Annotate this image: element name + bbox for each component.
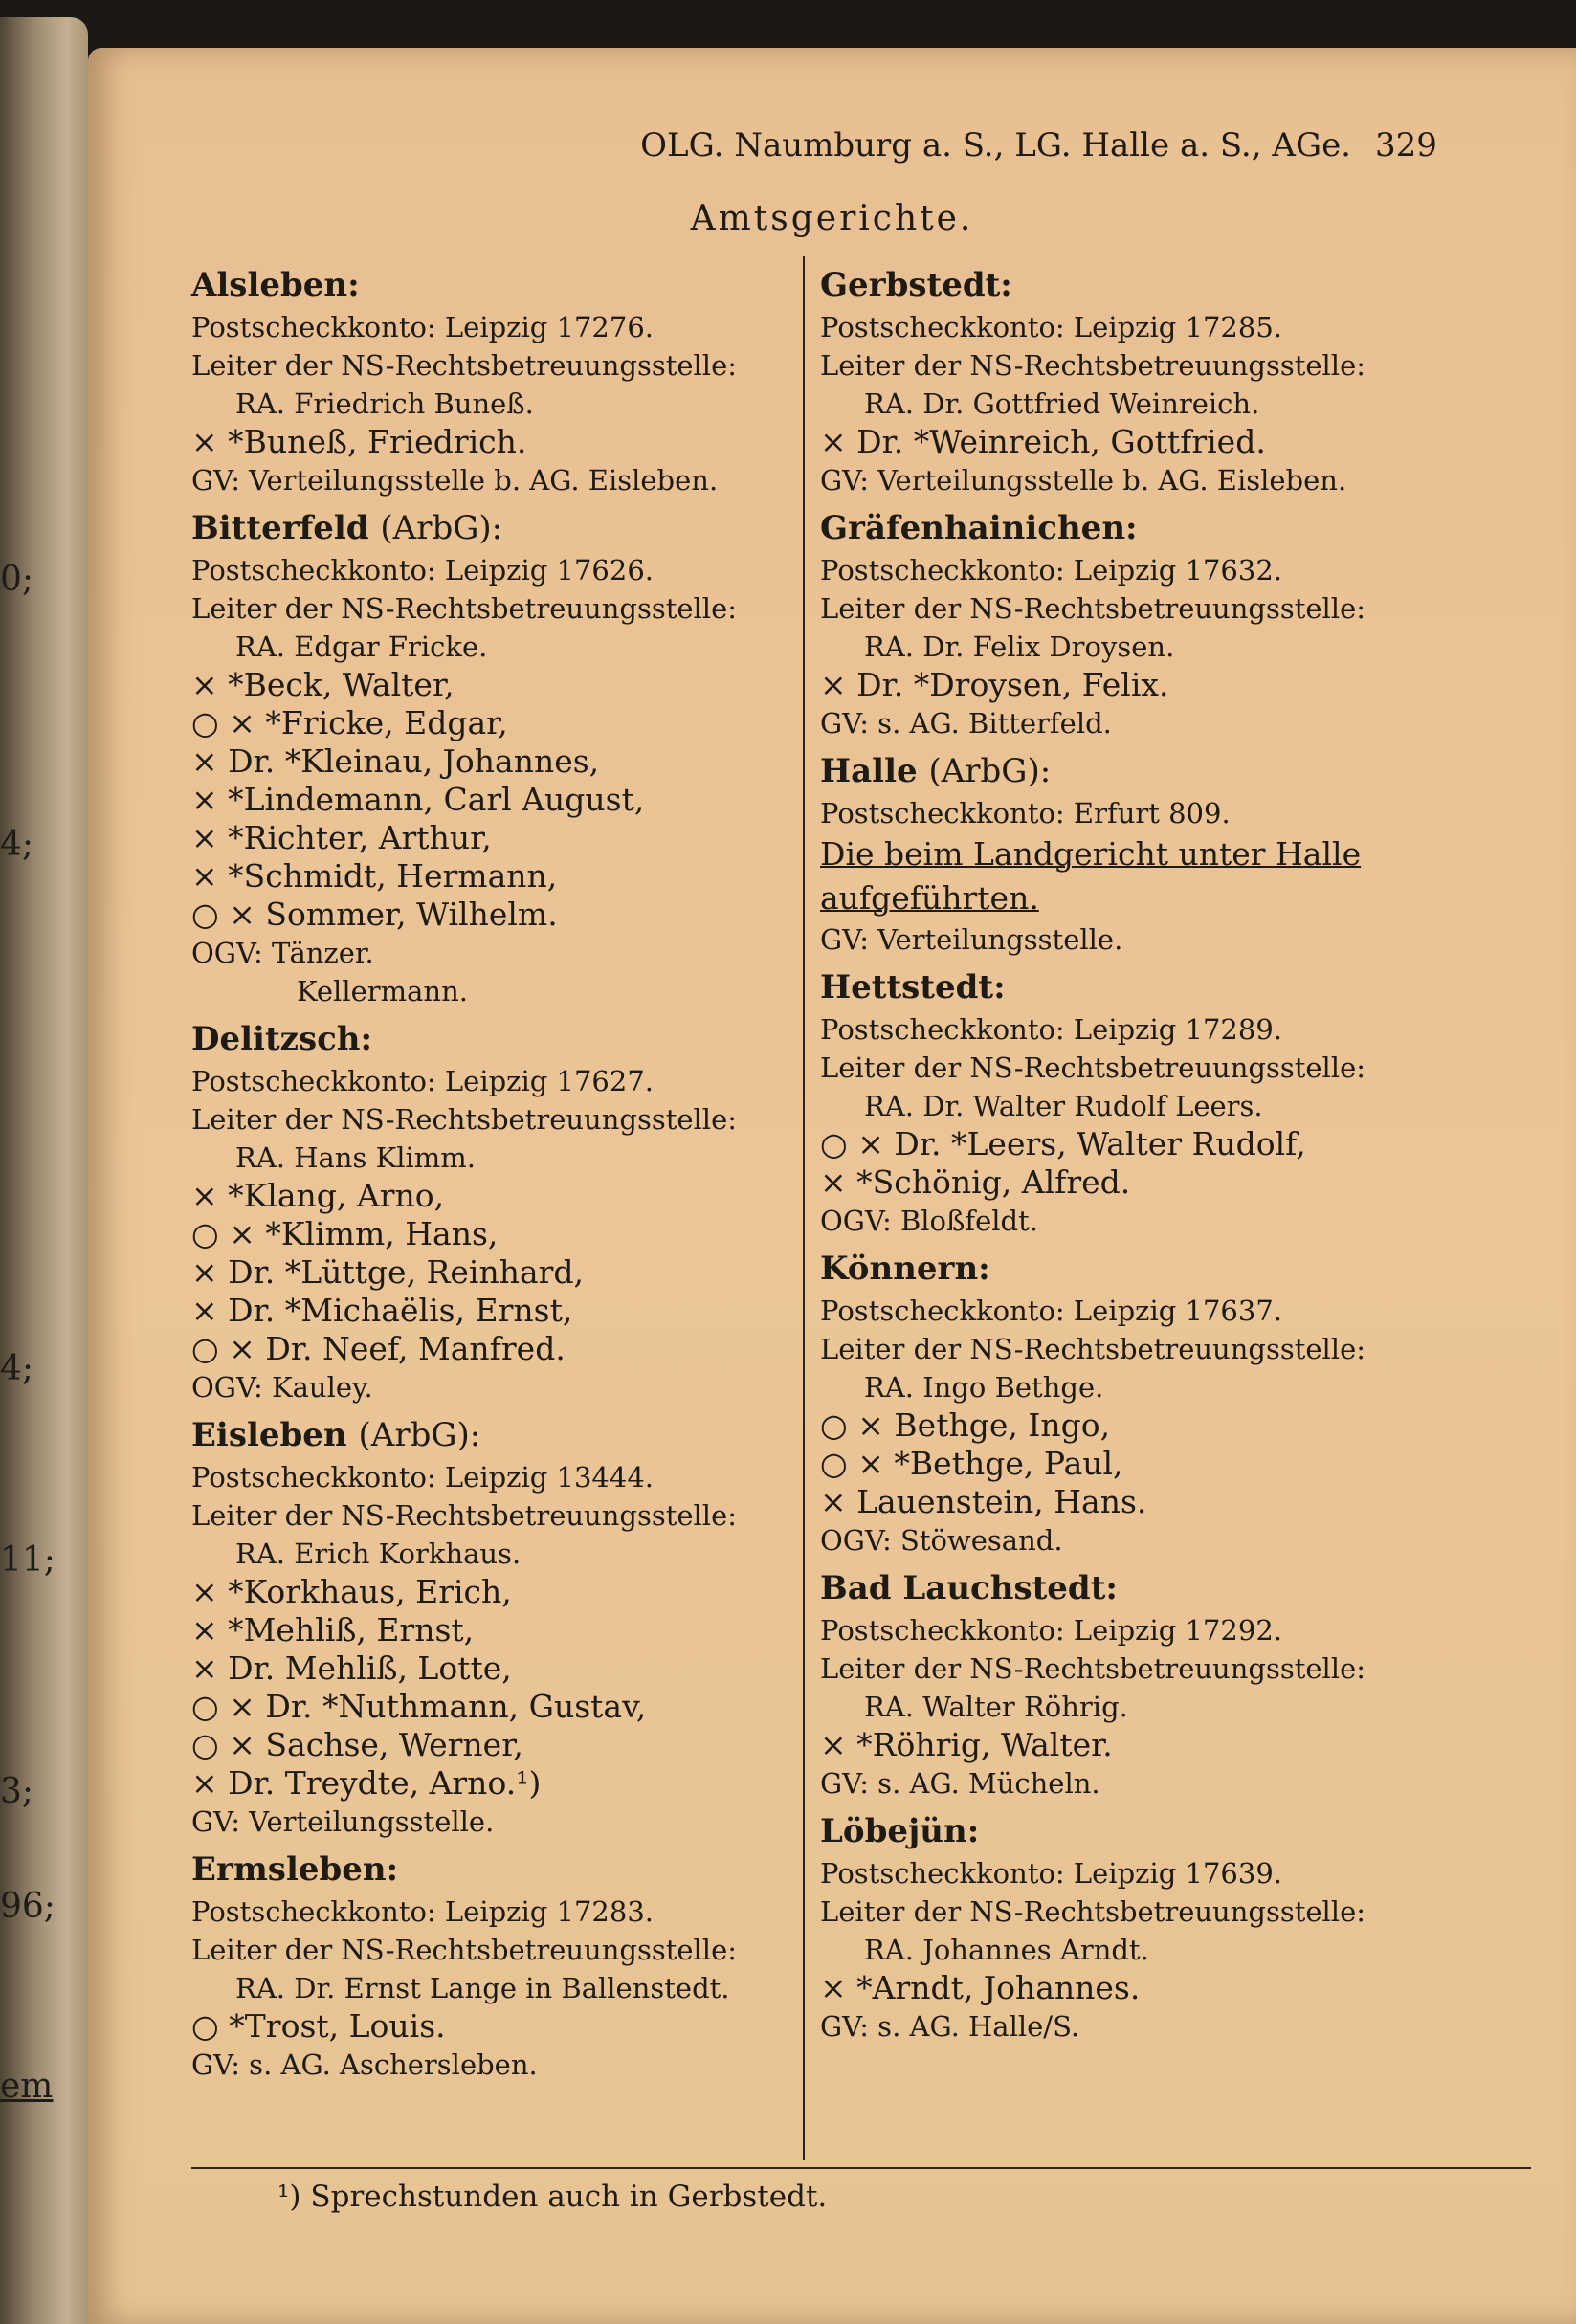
court-detail-line: Postscheckkonto: Leipzig 17626. (191, 554, 654, 587)
legal-aid-head: RA. Dr. Walter Rudolf Leers. (864, 1090, 1263, 1122)
judge-entry: × *Korkhaus, Erich, (191, 1573, 512, 1610)
court-detail-line: Postscheckkonto: Leipzig 17292. (820, 1614, 1282, 1647)
court-detail-line: Leiter der NS-Rechtsbetreuungsstelle: (191, 1934, 738, 1966)
footnote-rule (191, 2167, 1531, 2169)
left-column (191, 256, 882, 2084)
court-detail-line: Leiter der NS-Rechtsbetreuungsstelle: (820, 592, 1366, 625)
court-name-suffix: (ArbG): (928, 752, 1052, 790)
court-detail-line: GV: s. AG. Halle/S. (820, 2010, 1080, 2043)
court-name-text: Gerbstedt: (820, 266, 1012, 304)
judge-entry: ○ × Dr. Neef, Manfred. (191, 1330, 566, 1367)
footnote: ¹) Sprechstunden auch in Gerbstedt. (277, 2180, 828, 2214)
court-name (191, 1850, 882, 1889)
legal-aid-head: RA. Edgar Fricke. (235, 631, 488, 663)
judge-entry: × *Schmidt, Hermann, (191, 857, 558, 895)
court-name (820, 266, 1547, 304)
judge-entry: × Dr. *Weinreich, Gottfried. (820, 423, 1266, 460)
legal-aid-head: RA. Friedrich Buneß. (235, 387, 534, 420)
legal-aid-head: RA. Hans Klimm. (235, 1141, 477, 1174)
judge-entry: × Dr. *Kleinau, Johannes, (191, 742, 600, 780)
judge-entry: × Dr. *Droysen, Felix. (820, 666, 1169, 703)
book-page (88, 48, 1576, 2324)
court-name (820, 1812, 1547, 1850)
court-detail-line: Postscheckkonto: Leipzig 17637. (820, 1295, 1282, 1327)
court-detail-line: GV: Verteilungsstelle. (191, 1805, 495, 1838)
legal-aid-head: RA. Dr. Gottfried Weinreich. (864, 387, 1260, 420)
court-entry (191, 1850, 882, 2084)
judge-entry: × *Arndt, Johannes. (820, 1969, 1141, 2006)
court-name-text: Gräfenhainichen: (820, 509, 1138, 547)
judge-entry: × *Richter, Arthur, (191, 819, 492, 856)
court-detail-line: Leiter der NS-Rechtsbetreuungsstelle: (191, 1499, 738, 1532)
judge-entry: × Dr. *Michaëlis, Ernst, (191, 1292, 573, 1329)
reference-note: aufgeführten. (820, 879, 1039, 917)
court-detail-line: Leiter der NS-Rechtsbetreuungsstelle: (191, 1103, 738, 1136)
running-header: OLG. Naumburg a. S., LG. Halle a. S., AGe. (640, 126, 1351, 165)
legal-aid-head: RA. Walter Röhrig. (864, 1691, 1128, 1723)
spine-fragment: 11; (0, 1540, 55, 1580)
court-detail-line: GV: Verteilungsstelle b. AG. Eisleben. (191, 464, 719, 497)
court-detail-line: Leiter der NS-Rechtsbetreuungsstelle: (820, 1895, 1366, 1928)
court-name (820, 509, 1547, 547)
spine-fragment: 3; (0, 1772, 34, 1811)
court-name-text: Könnern: (820, 1250, 990, 1288)
judge-entry: ○ × Sachse, Werner, (191, 1726, 523, 1763)
adjacent-page-edge (0, 17, 88, 2324)
judge-entry: × Dr. Treydte, Arno.¹) (191, 1764, 542, 1802)
court-entry (820, 1569, 1547, 1803)
court-name-text: Bad Lauchstedt: (820, 1569, 1118, 1607)
court-entry (191, 1416, 882, 1841)
court-detail-line: OGV: Bloßfeldt. (820, 1205, 1038, 1237)
court-name (820, 968, 1547, 1007)
court-detail-line: Postscheckkonto: Erfurt 809. (820, 797, 1231, 830)
judge-entry: ○ × Sommer, Wilhelm. (191, 896, 558, 933)
legal-aid-head: RA. Dr. Felix Droysen. (864, 631, 1175, 663)
court-detail-line: Leiter der NS-Rechtsbetreuungsstelle: (820, 1652, 1366, 1685)
court-name (191, 1020, 882, 1058)
court-detail-line: Leiter der NS-Rechtsbetreuungsstelle: (820, 1051, 1366, 1084)
judge-entry: ○ × *Bethge, Paul, (820, 1445, 1123, 1482)
court-detail-line: Leiter der NS-Rechtsbetreuungsstelle: (191, 349, 738, 382)
court-detail-line: GV: Verteilungsstelle. (820, 923, 1123, 956)
judge-entry: × Dr. *Lüttge, Reinhard, (191, 1253, 585, 1291)
court-name (820, 1250, 1547, 1288)
court-entry (820, 509, 1547, 742)
court-detail-line: Leiter der NS-Rechtsbetreuungsstelle: (191, 592, 738, 625)
court-detail-line: GV: s. AG. Mücheln. (820, 1767, 1100, 1800)
court-name (820, 1569, 1547, 1607)
court-name-text: Halle (820, 752, 918, 790)
court-detail-line: GV: s. AG. Aschersleben. (191, 2048, 538, 2081)
court-detail-line: Postscheckkonto: Leipzig 13444. (191, 1461, 654, 1494)
court-detail-line: Postscheckkonto: Leipzig 17627. (191, 1065, 654, 1097)
court-name (820, 752, 1547, 790)
judge-entry: × Lauenstein, Hans. (820, 1483, 1147, 1520)
column-divider (803, 256, 805, 2160)
court-detail-line: Leiter der NS-Rechtsbetreuungsstelle: (820, 1333, 1366, 1365)
court-detail-line: Leiter der NS-Rechtsbetreuungsstelle: (820, 349, 1366, 382)
court-name-text: Löbejün: (820, 1812, 980, 1850)
court-entry (820, 1250, 1547, 1560)
judge-entry: × *Klang, Arno, (191, 1177, 445, 1214)
spine-fragment: 96; (0, 1887, 55, 1926)
legal-aid-head: RA. Dr. Ernst Lange in Ballenstedt. (235, 1972, 730, 2004)
right-column (820, 256, 1547, 2046)
court-detail-line: Postscheckkonto: Leipzig 17639. (820, 1857, 1282, 1890)
court-name-text: Alsleben: (191, 266, 360, 304)
court-detail-line: OGV: Kauley. (191, 1371, 373, 1404)
court-detail-line: Postscheckkonto: Leipzig 17632. (820, 554, 1282, 587)
court-name (191, 1416, 882, 1454)
court-name-text: Bitterfeld (191, 509, 369, 547)
judge-entry: × *Mehliß, Ernst, (191, 1611, 475, 1649)
reference-note: Die beim Landgericht unter Halle (820, 835, 1362, 873)
court-detail-line: Postscheckkonto: Leipzig 17276. (191, 311, 654, 343)
court-name (191, 266, 882, 304)
court-detail-line: OGV: Tänzer. (191, 937, 374, 969)
legal-aid-head: RA. Erich Korkhaus. (235, 1538, 522, 1570)
judge-entry: ○ *Trost, Louis. (191, 2007, 446, 2045)
court-name-suffix: (ArbG): (358, 1416, 481, 1454)
judge-entry: × *Beck, Walter, (191, 666, 455, 703)
court-entry (191, 1020, 882, 1406)
judge-entry: × *Lindemann, Carl August, (191, 781, 645, 818)
spine-fragment: 4; (0, 1349, 34, 1388)
legal-aid-head: RA. Ingo Bethge. (864, 1371, 1104, 1404)
judge-entry: ○ × Dr. *Nuthmann, Gustav, (191, 1688, 647, 1725)
court-name (191, 509, 882, 547)
court-entry (820, 266, 1547, 499)
judge-entry: ○ × *Klimm, Hans, (191, 1215, 499, 1252)
court-name-suffix: (ArbG): (380, 509, 503, 547)
court-entry (191, 509, 882, 1010)
court-name-text: Ermsleben: (191, 1850, 399, 1889)
judge-entry: × *Röhrig, Walter. (820, 1726, 1113, 1763)
court-detail-line: GV: Verteilungsstelle b. AG. Eisleben. (820, 464, 1347, 497)
spine-fragment: 4; (0, 825, 34, 864)
court-detail-line: Kellermann. (297, 975, 468, 1007)
spine-fragment: em (0, 2067, 54, 2106)
court-entry (191, 266, 882, 499)
judge-entry: × Dr. Mehliß, Lotte, (191, 1649, 512, 1687)
legal-aid-head: RA. Johannes Arndt. (864, 1934, 1149, 1966)
court-detail-line: Postscheckkonto: Leipzig 17285. (820, 311, 1282, 343)
court-entry (820, 1812, 1547, 2046)
court-entry (820, 752, 1547, 959)
court-name-text: Delitzsch: (191, 1020, 373, 1058)
judge-entry: ○ × *Fricke, Edgar, (191, 704, 508, 741)
court-name-text: Eisleben (191, 1416, 347, 1454)
judge-entry: ○ × Dr. *Leers, Walter Rudolf, (820, 1125, 1306, 1162)
court-detail-line: GV: s. AG. Bitterfeld. (820, 707, 1112, 740)
judge-entry: × *Schönig, Alfred. (820, 1163, 1131, 1201)
court-name-text: Hettstedt: (820, 968, 1006, 1007)
spine-fragment: 0; (0, 560, 34, 599)
judge-entry: ○ × Bethge, Ingo, (820, 1406, 1111, 1444)
court-detail-line: Postscheckkonto: Leipzig 17283. (191, 1895, 654, 1928)
judge-entry: × *Buneß, Friedrich. (191, 423, 527, 460)
page-number: 329 (1375, 126, 1437, 165)
court-entry (820, 968, 1547, 1240)
section-title: Amtsgerichte. (690, 199, 974, 238)
court-detail-line: Postscheckkonto: Leipzig 17289. (820, 1013, 1282, 1046)
court-detail-line: OGV: Stöwesand. (820, 1524, 1063, 1557)
